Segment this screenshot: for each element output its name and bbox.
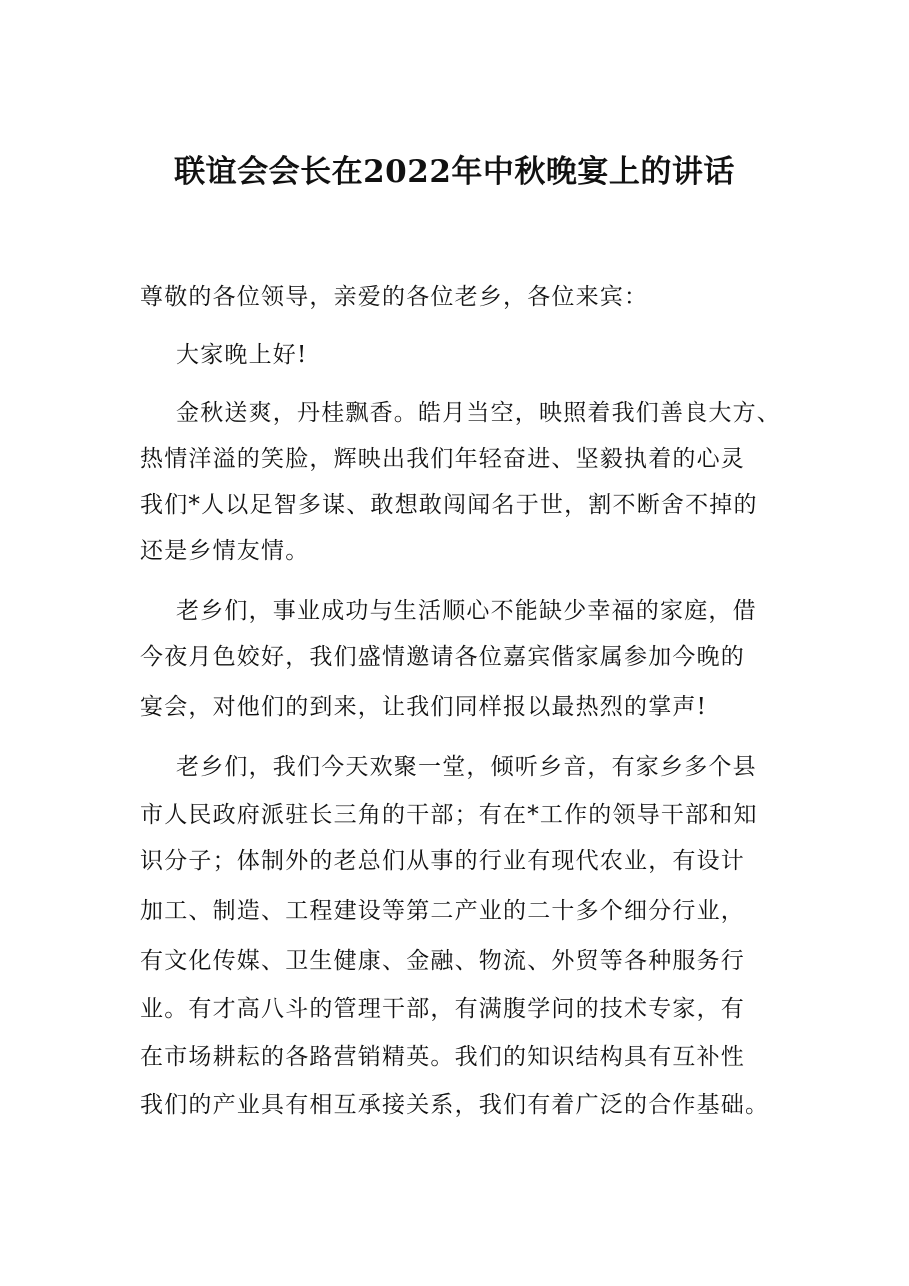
- paragraph-3-line-3: 识分子；体制外的老总们从事的行业有现代农业，有设计: [140, 848, 745, 874]
- paragraph-1-line-2: 热情洋溢的笑脸，辉映出我们年轻奋进、坚毅执着的心灵: [140, 446, 745, 472]
- paragraph-3-line-5: 有文化传媒、卫生健康、金融、物流、外贸等各种服务行: [140, 948, 745, 974]
- paragraph-3-line-2: 市人民政府派驻长三角的干部；有在*工作的领导干部和知: [140, 802, 758, 828]
- paragraph-3-line-6: 业。有才高八斗的管理干部，有满腹学问的技术专家，有: [140, 996, 745, 1022]
- paragraph-3-line-7: 在市场耕耘的各路营销精英。我们的知识结构具有互补性: [140, 1044, 745, 1070]
- greeting: 大家晚上好!: [176, 342, 308, 368]
- paragraph-3-line-8: 我们的产业具有相互承接关系，我们有着广泛的合作基础。: [140, 1092, 770, 1118]
- paragraph-3-line-1: 老乡们，我们今天欢聚一堂，倾听乡音，有家乡多个县: [176, 754, 757, 780]
- paragraph-1-line-1: 金秋送爽，丹桂飘香。皓月当空，映照着我们善良大方、: [176, 400, 781, 426]
- salutation: 尊敬的各位领导，亲爱的各位老乡，各位来宾：: [140, 284, 649, 310]
- document-title: 联谊会会长在2022年中秋晚宴上的讲话: [174, 154, 735, 190]
- paragraph-2-line-3: 宴会，对他们的到来，让我们同样报以最热烈的掌声!: [140, 694, 708, 720]
- paragraph-2-line-1: 老乡们，事业成功与生活顺心不能缺少幸福的家庭，借: [176, 598, 757, 624]
- paragraph-2-line-2: 今夜月色姣好，我们盛情邀请各位嘉宾偕家属参加今晚的: [140, 644, 745, 670]
- paragraph-3-line-4: 加工、制造、工程建设等第二产业的二十多个细分行业，: [140, 898, 745, 924]
- paragraph-1-line-3: 我们*人以足智多谋、敢想敢闯闻名于世，割不断舍不掉的: [140, 492, 758, 518]
- paragraph-1-line-4: 还是乡情友情。: [140, 538, 310, 564]
